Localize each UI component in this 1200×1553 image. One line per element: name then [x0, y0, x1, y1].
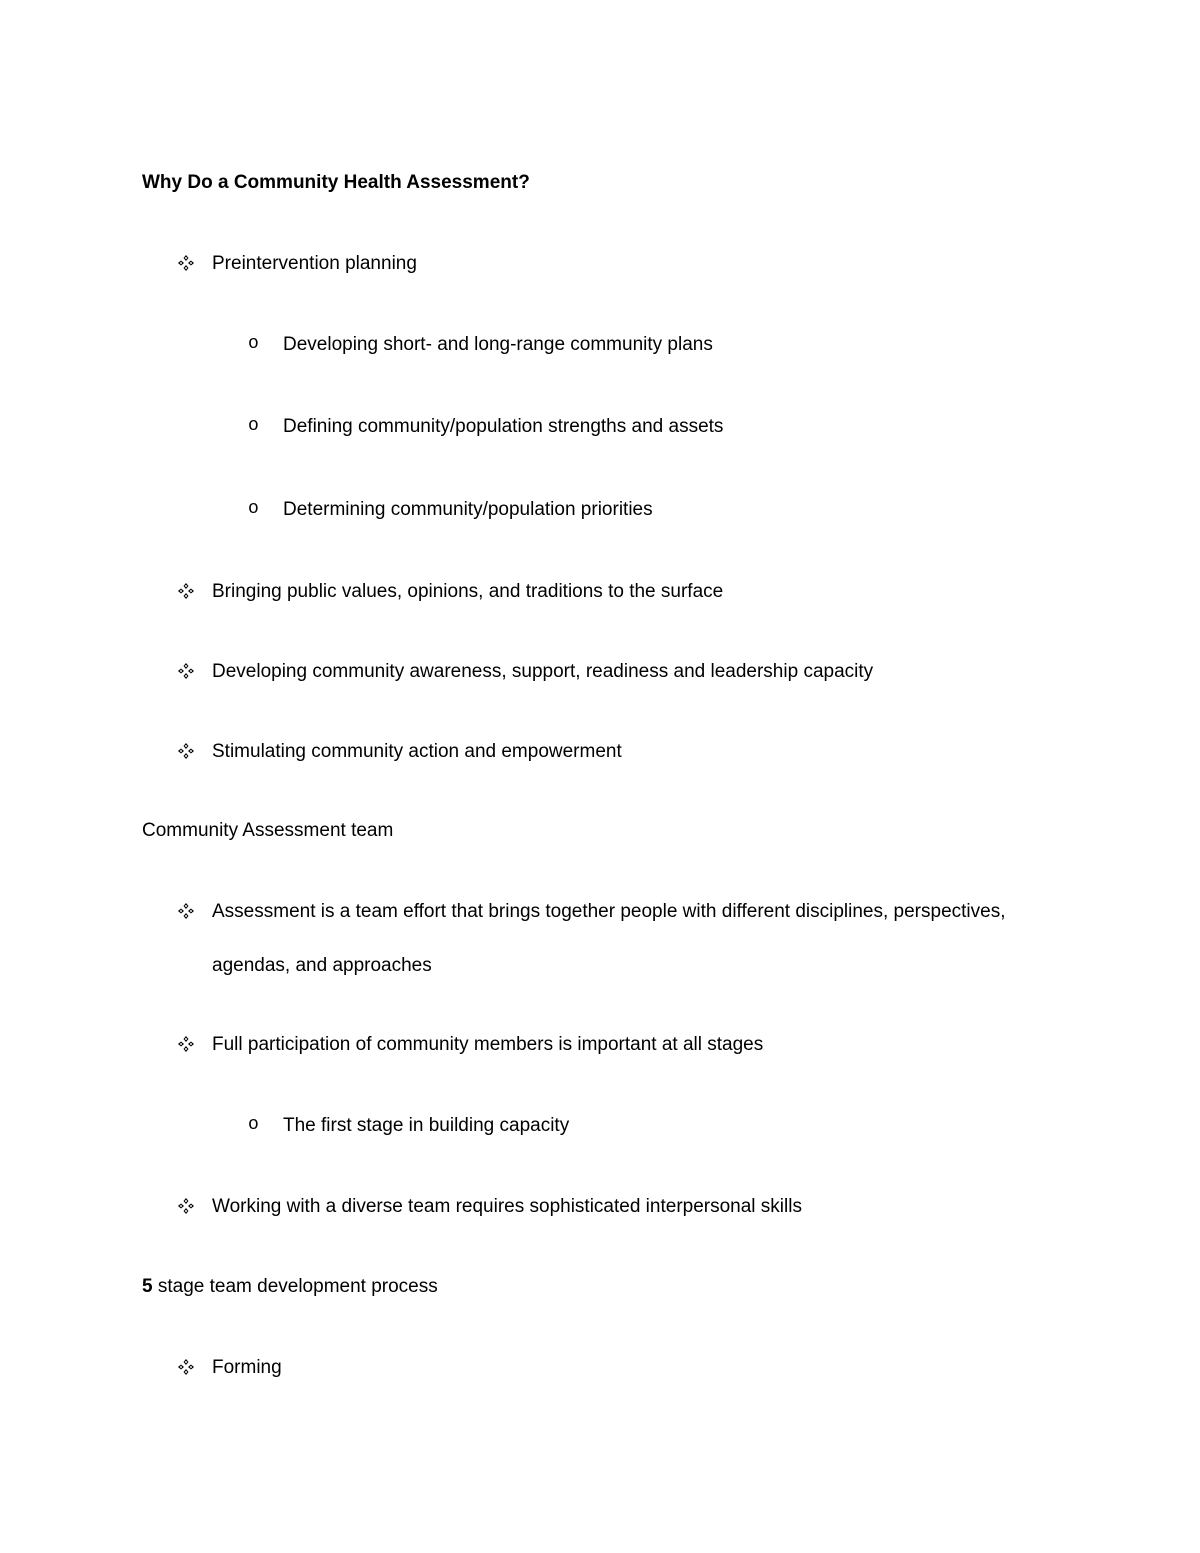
circle-bullet: o: [248, 499, 259, 519]
list-item: Defining community/population strengths and assets: [283, 416, 724, 437]
four-diamond-bullet-icon: [177, 254, 195, 272]
circle-bullet: o: [248, 334, 259, 354]
heading-number: 5: [142, 1276, 153, 1297]
list-item: Preintervention planning: [212, 253, 417, 274]
heading-text: stage team development process: [152, 1276, 438, 1297]
list-item: Determining community/population priorities: [283, 499, 653, 520]
list-item: Working with a diverse team requires sophisticated interpersonal skills: [212, 1196, 802, 1217]
four-diamond-bullet-icon: [177, 582, 195, 600]
list-item-continuation: agendas, and approaches: [212, 955, 432, 976]
circle-bullet: o: [248, 416, 259, 436]
circle-bullet: o: [248, 1115, 259, 1135]
four-diamond-bullet-icon: [177, 662, 195, 680]
list-item: Developing community awareness, support, readiness and leadership capacity: [212, 661, 874, 682]
list-item: The first stage in building capacity: [283, 1115, 570, 1136]
section-heading-stages: [142, 1277, 438, 1296]
four-diamond-bullet-icon: [177, 902, 195, 920]
four-diamond-bullet-icon: [177, 742, 195, 760]
four-diamond-bullet-icon: [177, 1197, 195, 1215]
list-item: Developing short- and long-range community plans: [283, 334, 713, 355]
list-item: Full participation of community members is important at all stages: [212, 1034, 764, 1055]
list-item: Forming: [212, 1357, 282, 1378]
section-heading-team: Community Assessment team: [142, 820, 394, 841]
four-diamond-bullet-icon: [177, 1358, 195, 1376]
list-item: Bringing public values, opinions, and traditions to the surface: [212, 581, 724, 602]
list-item: Stimulating community action and empowerment: [212, 741, 622, 762]
section-heading-why: Why Do a Community Health Assessment?: [142, 172, 530, 193]
list-item: Assessment is a team effort that brings together people with different disciplines, perspectives,: [212, 901, 1006, 922]
four-diamond-bullet-icon: [177, 1035, 195, 1053]
